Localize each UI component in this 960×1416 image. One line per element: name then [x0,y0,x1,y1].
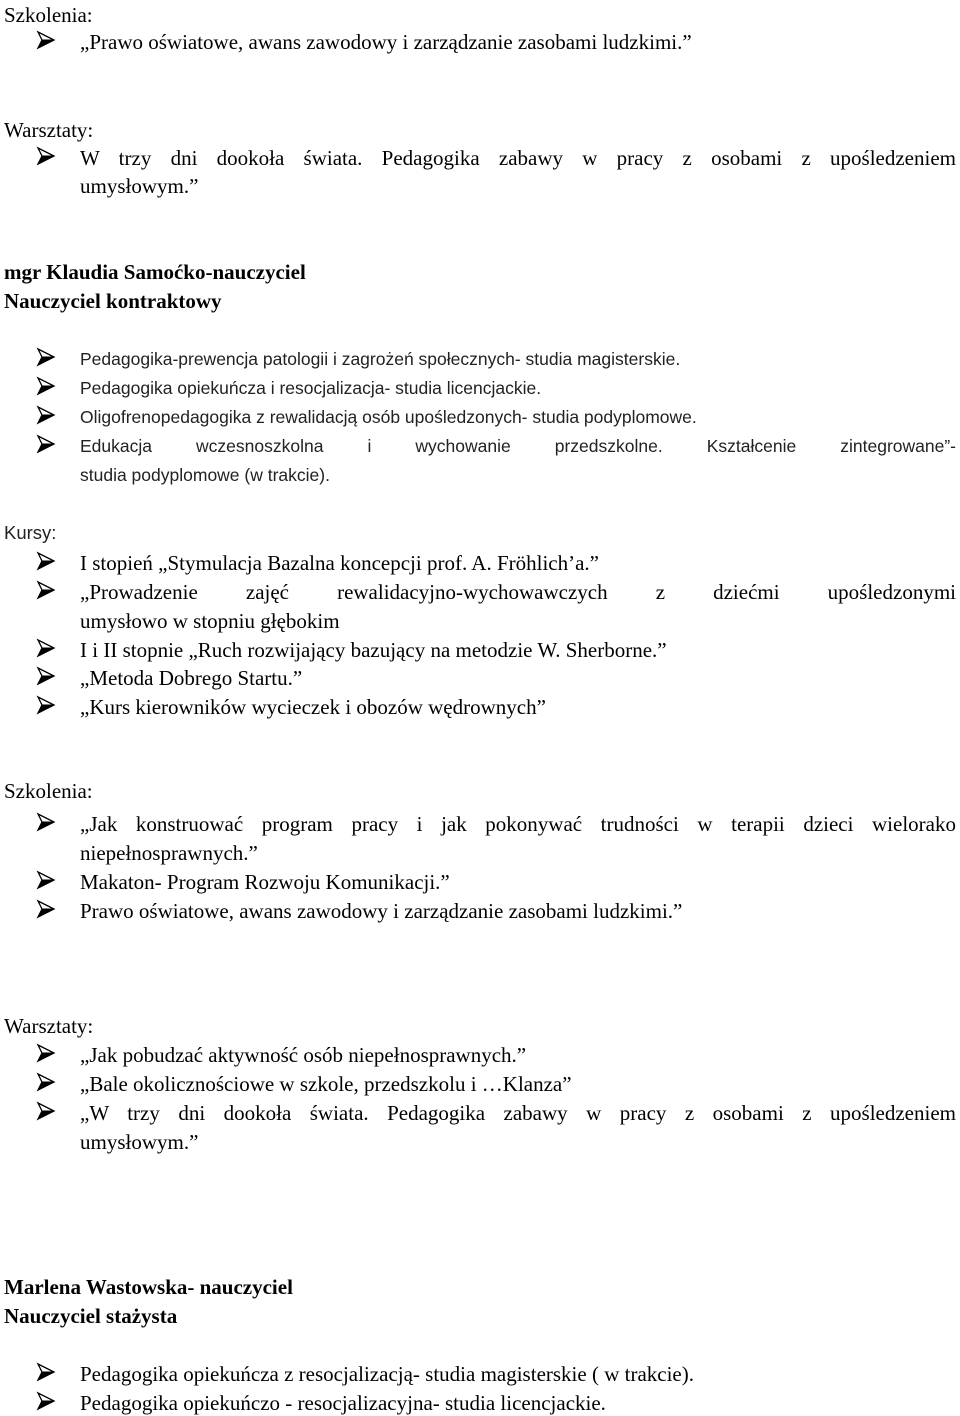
list-item: I i II stopnie „Ruch rozwijający bazujący na metodzie W. Sherborne.” [80,638,667,662]
list-item: Makaton- Program Rozwoju Komunikacji.” [80,870,450,894]
arrowhead-bullet-icon [36,1362,58,1384]
arrowhead-bullet-icon [36,1072,58,1094]
list-item-continuation: umysłowym.” [80,174,199,198]
arrowhead-bullet-icon [36,434,58,456]
list-item-continuation: umysłowym.” [80,1130,199,1154]
section-heading-szkolenia: Szkolenia: [4,3,93,27]
arrowhead-bullet-icon [36,1101,58,1123]
person-title: Nauczyciel kontraktowy [4,289,222,313]
arrowhead-bullet-icon [36,695,58,717]
list-item: Pedagogika opiekuńcza z resocjalizacją- studia magisterskie ( w trakcie). [80,1362,694,1386]
list-item: Oligofrenopedagogika z rewalidacją osób upośledzonych- studia podyplomowe. [80,407,697,427]
arrowhead-bullet-icon [36,146,58,168]
list-item: Prawo oświatowe, awans zawodowy i zarządzanie zasobami ludzkimi.” [80,899,683,923]
arrowhead-bullet-icon [36,899,58,921]
list-item: Pedagogika opiekuńczo - resocjalizacyjna- studia licencjackie. [80,1391,606,1415]
list-item-continuation: umysłowo w stopniu głębokim [80,609,340,633]
arrowhead-bullet-icon [36,376,58,398]
arrowhead-bullet-icon [36,30,58,52]
section-heading-kursy: Kursy: [4,522,57,543]
arrowhead-bullet-icon [36,812,58,834]
arrowhead-bullet-icon [36,870,58,892]
list-item: „Prawo oświatowe, awans zawodowy i zarządzanie zasobami ludzkimi.” [80,30,692,54]
arrowhead-bullet-icon [36,638,58,660]
list-item: Pedagogika-prewencja patologii i zagrożeń społecznych- studia magisterskie. [80,349,681,369]
list-item-continuation: niepełnosprawnych.” [80,841,258,865]
list-item: Edukacja wczesnoszkolna i wychowanie przedszkolne. Kształcenie zintegrowane”- [80,436,956,456]
arrowhead-bullet-icon [36,666,58,688]
list-item: „W trzy dni dookoła świata. Pedagogika zabawy w pracy z osobami z upośledzeniem [80,1101,956,1125]
list-item: Pedagogika opiekuńcza i resocjalizacja- studia licencjackie. [80,378,542,398]
list-item: I stopień „Stymulacja Bazalna koncepcji prof. A. Fröhlich’a.” [80,551,600,575]
person-name: mgr Klaudia Samoćko-nauczyciel [4,260,306,284]
arrowhead-bullet-icon [36,1391,58,1413]
list-item: „Kurs kierowników wycieczek i obozów wędrownych” [80,695,546,719]
list-item: „Prowadzenie zajęć rewalidacyjno-wychowawczych z dziećmi upośledzonymi [80,580,956,604]
person-title: Nauczyciel stażysta [4,1304,178,1328]
arrowhead-bullet-icon [36,347,58,369]
person-name: Marlena Wastowska- nauczyciel [4,1275,293,1299]
arrowhead-bullet-icon [36,405,58,427]
arrowhead-bullet-icon [36,580,58,602]
section-heading-warsztaty: Warsztaty: [4,118,94,142]
list-item: „Metoda Dobrego Startu.” [80,666,303,690]
section-heading-szkolenia: Szkolenia: [4,779,93,803]
list-item: W trzy dni dookoła świata. Pedagogika zabawy w pracy z osobami z upośledzeniem [80,146,956,170]
list-item-continuation: studia podyplomowe (w trakcie). [80,465,330,485]
list-item: „Jak konstruować program pracy i jak pokonywać trudności w terapii dzieci wielorako [80,812,956,836]
list-item: „Jak pobudzać aktywność osób niepełnosprawnych.” [80,1043,527,1067]
arrowhead-bullet-icon [36,551,58,573]
arrowhead-bullet-icon [36,1043,58,1065]
section-heading-warsztaty: Warsztaty: [4,1014,94,1038]
list-item: „Bale okolicznościowe w szkole, przedszkolu i …Klanza” [80,1072,572,1096]
